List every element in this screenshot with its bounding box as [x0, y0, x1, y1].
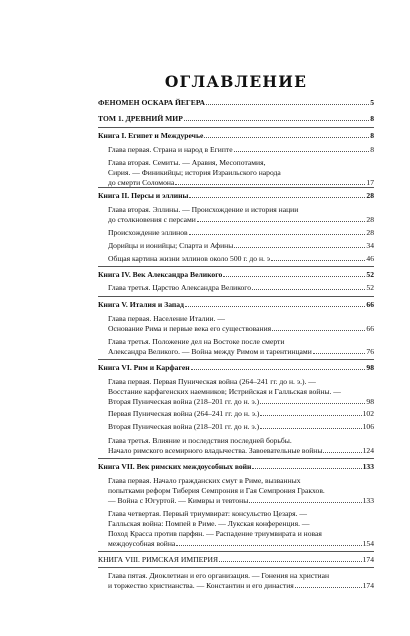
toc-entry-label-line: Глава первая. Население Италии. — — [108, 314, 225, 323]
toc-entry-chapter — [98, 377, 374, 407]
toc-entry-label: Книга VII. Век римских междоусобных войн — [98, 462, 252, 471]
toc-page-number: 174 — [362, 581, 374, 590]
toc-page-number: 154 — [362, 539, 374, 548]
toc-entry-label-line: Поход Красса против парфян. — Распадение триумвирата и новая — [108, 529, 322, 538]
toc-entry-chapter — [98, 571, 374, 591]
divider — [98, 359, 374, 360]
divider — [98, 296, 374, 297]
toc-entry-book-6 — [98, 363, 374, 373]
toc-entry-label-line: до смерти Соломона — [108, 178, 175, 187]
toc-page-number: 133 — [362, 496, 374, 505]
toc-entry-label-line: — Война с Югуртой. — Кимвры и тевтоны — [108, 496, 249, 505]
toc-entry-chapter — [98, 145, 374, 155]
toc-entry-label-line: Глава третья. Положение дел на Востоке после смерти — [108, 337, 285, 346]
toc-entry-foreword — [98, 98, 374, 108]
toc-entry-label: Книга V. Италия и Запад — [98, 300, 184, 309]
toc-page-number: 28 — [366, 215, 374, 224]
toc-page-number: 28 — [366, 191, 374, 200]
toc-entry-label-line: Начало римского всемирного владычества. Завоевательные войны — [108, 446, 323, 455]
toc-page-number: 34 — [366, 241, 374, 250]
toc-page-number: 17 — [366, 178, 374, 187]
toc-entry-book-5 — [98, 300, 374, 310]
toc-entry-section — [98, 409, 374, 419]
toc-entry-label: Глава третья. Царство Александра Великого — [108, 283, 252, 292]
toc-entry-label: Первая Пуническая война (264–241 гг. до н. э.) — [108, 409, 260, 418]
toc-entry-label: ТОМ 1. ДРЕВНИЙ МИР — [98, 114, 183, 123]
toc-entry-label: Книга II. Персы и эллины — [98, 191, 189, 200]
toc-entry-label-line: Основание Рима и первые века его существования — [108, 324, 272, 333]
toc-page-number: 5 — [370, 98, 374, 107]
toc-entry-label: Происхождение эллинов — [108, 228, 188, 237]
toc-entry-chapter — [98, 283, 374, 293]
toc-page-number: 174 — [362, 555, 374, 564]
divider — [98, 187, 374, 188]
toc-entry-label-line: Александра Великого. — Война между Римом и тарентинцами — [108, 347, 312, 356]
toc-entry-book-8 — [98, 555, 374, 565]
divider — [98, 551, 374, 552]
toc-page-number: 133 — [362, 462, 374, 471]
toc-page-number: 8 — [370, 145, 374, 154]
toc-entry-label-line: Глава пятая. Диоклетиан и его организация. — Гонения на христиан — [108, 571, 330, 580]
toc-entry-label: Вторая Пуническая война (218–201 гг. до н. э.) — [108, 422, 260, 431]
toc-entry-label-line: попытками реформ Тиберия Семпрония и Гая Семпрония Гракхов. — [108, 486, 325, 495]
toc-page-number: 46 — [366, 254, 374, 263]
toc-entry-label: КНИГА VIII. РИМСКАЯ ИМПЕРИЯ — [98, 555, 219, 564]
divider — [98, 458, 374, 459]
toc-entry-label-line: междоусобная война — [108, 539, 176, 548]
toc-entry-section — [98, 422, 374, 432]
toc-entry-label: Книга I. Египет и Междуречье — [98, 131, 204, 140]
toc-entry-label-line: Галльская война: Помпей в Риме. — Лукская конференция. — — [108, 519, 310, 528]
toc-entry-label-line: Сирия. — Финикийцы; история Израильского народа — [108, 168, 281, 177]
toc-entry-label-line: Глава вторая. Эллины. — Происхождение и история нации — [108, 205, 299, 214]
toc-page-number: 76 — [366, 347, 374, 356]
divider — [98, 266, 374, 267]
toc-entry-chapter — [98, 205, 374, 225]
toc-entry-label-line: Глава вторая. Семиты. — Аравия, Месопотамия, — [108, 158, 266, 167]
toc-entry-label-line: и торжество христианства. — Константин и его династия — [108, 581, 294, 590]
toc-entry-section — [98, 241, 374, 251]
toc-page-number: 8 — [370, 131, 374, 140]
toc-entry-label-line: Глава первая. Начало гражданских смут в Риме, вызванных — [108, 476, 301, 485]
toc-page-number: 52 — [366, 270, 374, 279]
toc-entry-label: Книга IV. Век Александра Великого — [98, 270, 223, 279]
toc-page-number: 66 — [366, 300, 374, 309]
toc-entry-label-line: Восстание карфагенских наемников; Истрийская и Галльская войны. — — [108, 387, 341, 396]
toc-entry-book-4 — [98, 270, 374, 280]
toc-entry-section — [98, 254, 374, 264]
toc-entry-book-1 — [98, 131, 374, 141]
toc-entry-label-line: Глава первая. Первая Пуническая война (264–241 гг. до н. э.). — — [108, 377, 316, 386]
divider — [98, 567, 374, 568]
toc-entry-label: Дорийцы и ионийцы; Спарта и Афины — [108, 241, 234, 250]
toc-page-number: 106 — [362, 422, 374, 431]
toc-page-number: 66 — [366, 324, 374, 333]
toc-entry-label-line: Глава третья. Влияние и последствия последней борьбы. — [108, 436, 292, 445]
toc-page-number: 98 — [366, 363, 374, 372]
toc-entry-label: Книга VI. Рим и Карфаген — [98, 363, 190, 372]
toc-entry-section — [98, 228, 374, 238]
toc-entry-volume-1 — [98, 114, 374, 124]
toc-entry-label: ФЕНОМЕН ОСКАРА ЙЕГЕРА — [98, 98, 205, 107]
toc-entry-chapter — [98, 337, 374, 357]
toc-entry-chapter — [98, 509, 374, 549]
toc-entry-chapter — [98, 314, 374, 334]
toc-page-number: 8 — [370, 114, 374, 123]
page-title: ОГЛАВЛЕНИЕ — [164, 72, 308, 91]
toc-page-number: 52 — [366, 283, 374, 292]
toc-entry-label-line: Вторая Пуническая война (218–201 гг. до н. э.) — [108, 397, 260, 406]
divider — [98, 127, 374, 128]
toc-page-number: 102 — [362, 409, 374, 418]
toc-page-number: 28 — [366, 228, 374, 237]
toc-entry-label: Глава первая. Страна и народ в Египте — [108, 145, 233, 154]
toc-entry-label-line: до столкновения с персами — [108, 215, 196, 224]
toc-entry-book-7 — [98, 462, 374, 472]
toc-page-number: 98 — [366, 397, 374, 406]
toc-entry-label: Общая картина жизни эллинов около 500 г. до н. э — [108, 254, 271, 263]
toc-entry-chapter — [98, 476, 374, 506]
toc-entry-label-line: Глава четвертая. Первый триумвират: консульство Цезаря. — — [108, 509, 308, 518]
toc-entry-chapter — [98, 158, 374, 188]
toc-entry-book-2 — [98, 191, 374, 201]
toc-page-number: 124 — [362, 446, 374, 455]
toc-entry-chapter — [98, 436, 374, 456]
